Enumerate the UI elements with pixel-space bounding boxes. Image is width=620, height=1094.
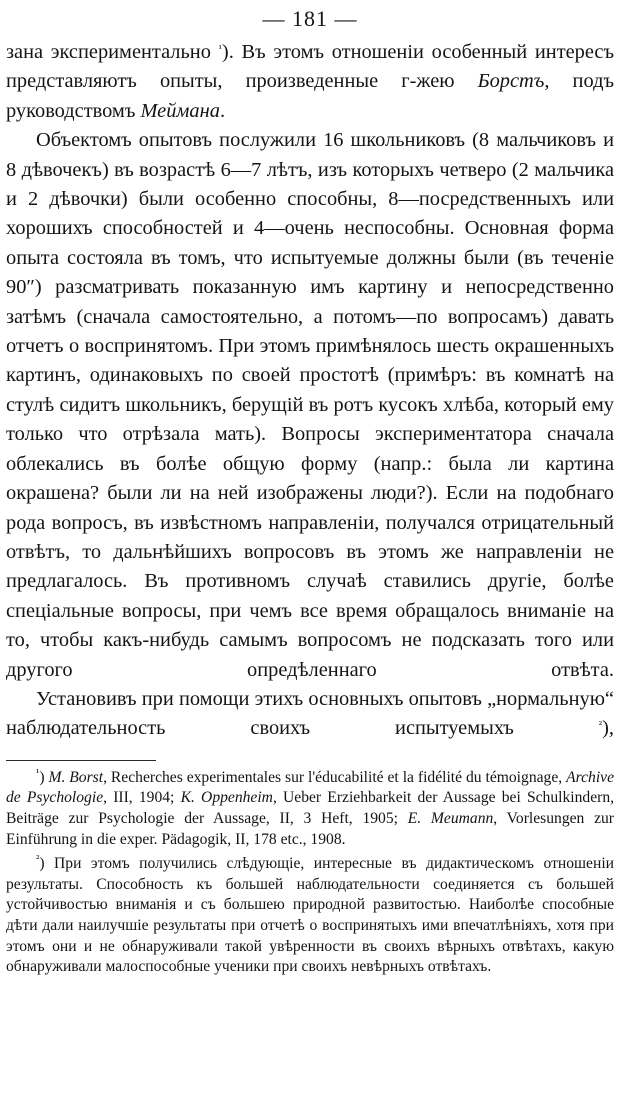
text-run: зана экспериментально <box>6 41 219 63</box>
italic-text: Борстъ <box>477 70 545 93</box>
italic-text: K. Oppenheim <box>180 789 273 807</box>
footnote-ref: ¹ <box>36 766 40 779</box>
text-run: , Recherches experimentales sur l'éducabilité et la fidélité du témoignage, <box>103 768 567 786</box>
text-run: ). Въ этомъ отношеніи особенный интересъ представляютъ опыты, произведенные г-жею <box>6 41 615 93</box>
text-run: . <box>219 99 226 122</box>
text-run: , подъ руководствомъ <box>6 70 614 122</box>
text-run: , Ueber Erziehbarkeit der Aussage bei Schulkindern, Beiträge zur Psychologie der Aussage, II, 3 Heft, 1905; <box>6 789 615 827</box>
paragraph <box>6 685 614 744</box>
italic-text: Меймана <box>140 99 220 122</box>
text-run: ), <box>602 717 614 740</box>
text-run: Объектомъ опытовъ послужили 16 школьниковъ (8 мальчиковъ и 8 дѣвочекъ) въ возрастѣ 6—7 лѣтъ, изъ которыхъ четверо (2 мальчика и 2 дѣвочки) были особенно способны, 8—посредственныхъ или хорошихъ способностей и 4—очень неспособны. Основная форма опыта состояла въ томъ, что испытуемые должны были (въ теченіе 90″) разсматривать показанную имъ картину и непосредственно затѣмъ (сначала самостоятельно, а потомъ—по вопросамъ) давать отчетъ о воспринятомъ. При этомъ примѣнялось шесть окрашенныхъ картинъ, одинаковыхъ по своей простотѣ (примѣръ: въ комнатѣ на стулѣ сидитъ школьникъ, берущій въ ротъ кусокъ хлѣба, который ему только что отрѣзала мать). Вопросы экспериментатора сначала облекались въ болѣе общую форму (напр.: была ли картина окрашена? были ли на ней изображены люди?). Если на подобнаго рода вопросъ, въ извѣстномъ направленіи, получался отрицательный отвѣтъ, то дальнѣйшихъ вопросовъ въ этомъ же направленіи не предлагалось. Въ противномъ случаѣ ставились другіе, болѣе спеціальные вопросы, при чемъ все время обращалось вниманіе на то, чтобы какъ-нибудь самымъ вопросомъ не подсказать того или другого опредѣленнаго отвѣта. <box>6 129 614 681</box>
footnote-ref: ¹ <box>218 43 222 55</box>
footnote-ref: ² <box>36 853 40 866</box>
paragraph <box>6 38 614 126</box>
text-run: Установивъ при помощи этихъ основныхъ опытовъ „нормальную“ наблюдательность своихъ испытуемыхъ <box>6 687 614 740</box>
text-run: , III, 1904; <box>103 789 181 807</box>
footnote-divider <box>6 760 156 761</box>
italic-text: Archive de Psychologie <box>6 768 615 807</box>
italic-text: M. Borst <box>48 768 104 786</box>
footnote <box>6 768 614 850</box>
text-run: , Vorlesungen zur Einführung in die exper. Pädagogik, II, 178 etc., 1908. <box>6 809 615 848</box>
footnotes <box>6 768 614 978</box>
footnote-ref: ² <box>598 719 603 732</box>
main-text <box>6 38 614 744</box>
footnote <box>6 854 614 978</box>
italic-text: E. Meumann <box>407 809 494 827</box>
page-number: — 181 — <box>262 6 358 31</box>
text-run: ) <box>39 768 49 786</box>
text-run: ) При этомъ получились слѣдующіе, интересные въ дидактическомъ отношеніи результаты. Способность къ большей наблюдательности соединяется съ большей устойчивостью вниманія и съ большею природной развитостью. Наиболѣе способные дѣти дали наилучшіе результаты при отчетѣ о воспринятыхъ ими впечатлѣніяхъ, хотя при этомъ они и не обнаруживали такой увѣренности въ своихъ вѣрныхъ отвѣтахъ, какую обнаруживали малоспособные ученики при своихъ невѣрныхъ отвѣтахъ. <box>6 855 614 976</box>
paragraph <box>6 126 614 685</box>
